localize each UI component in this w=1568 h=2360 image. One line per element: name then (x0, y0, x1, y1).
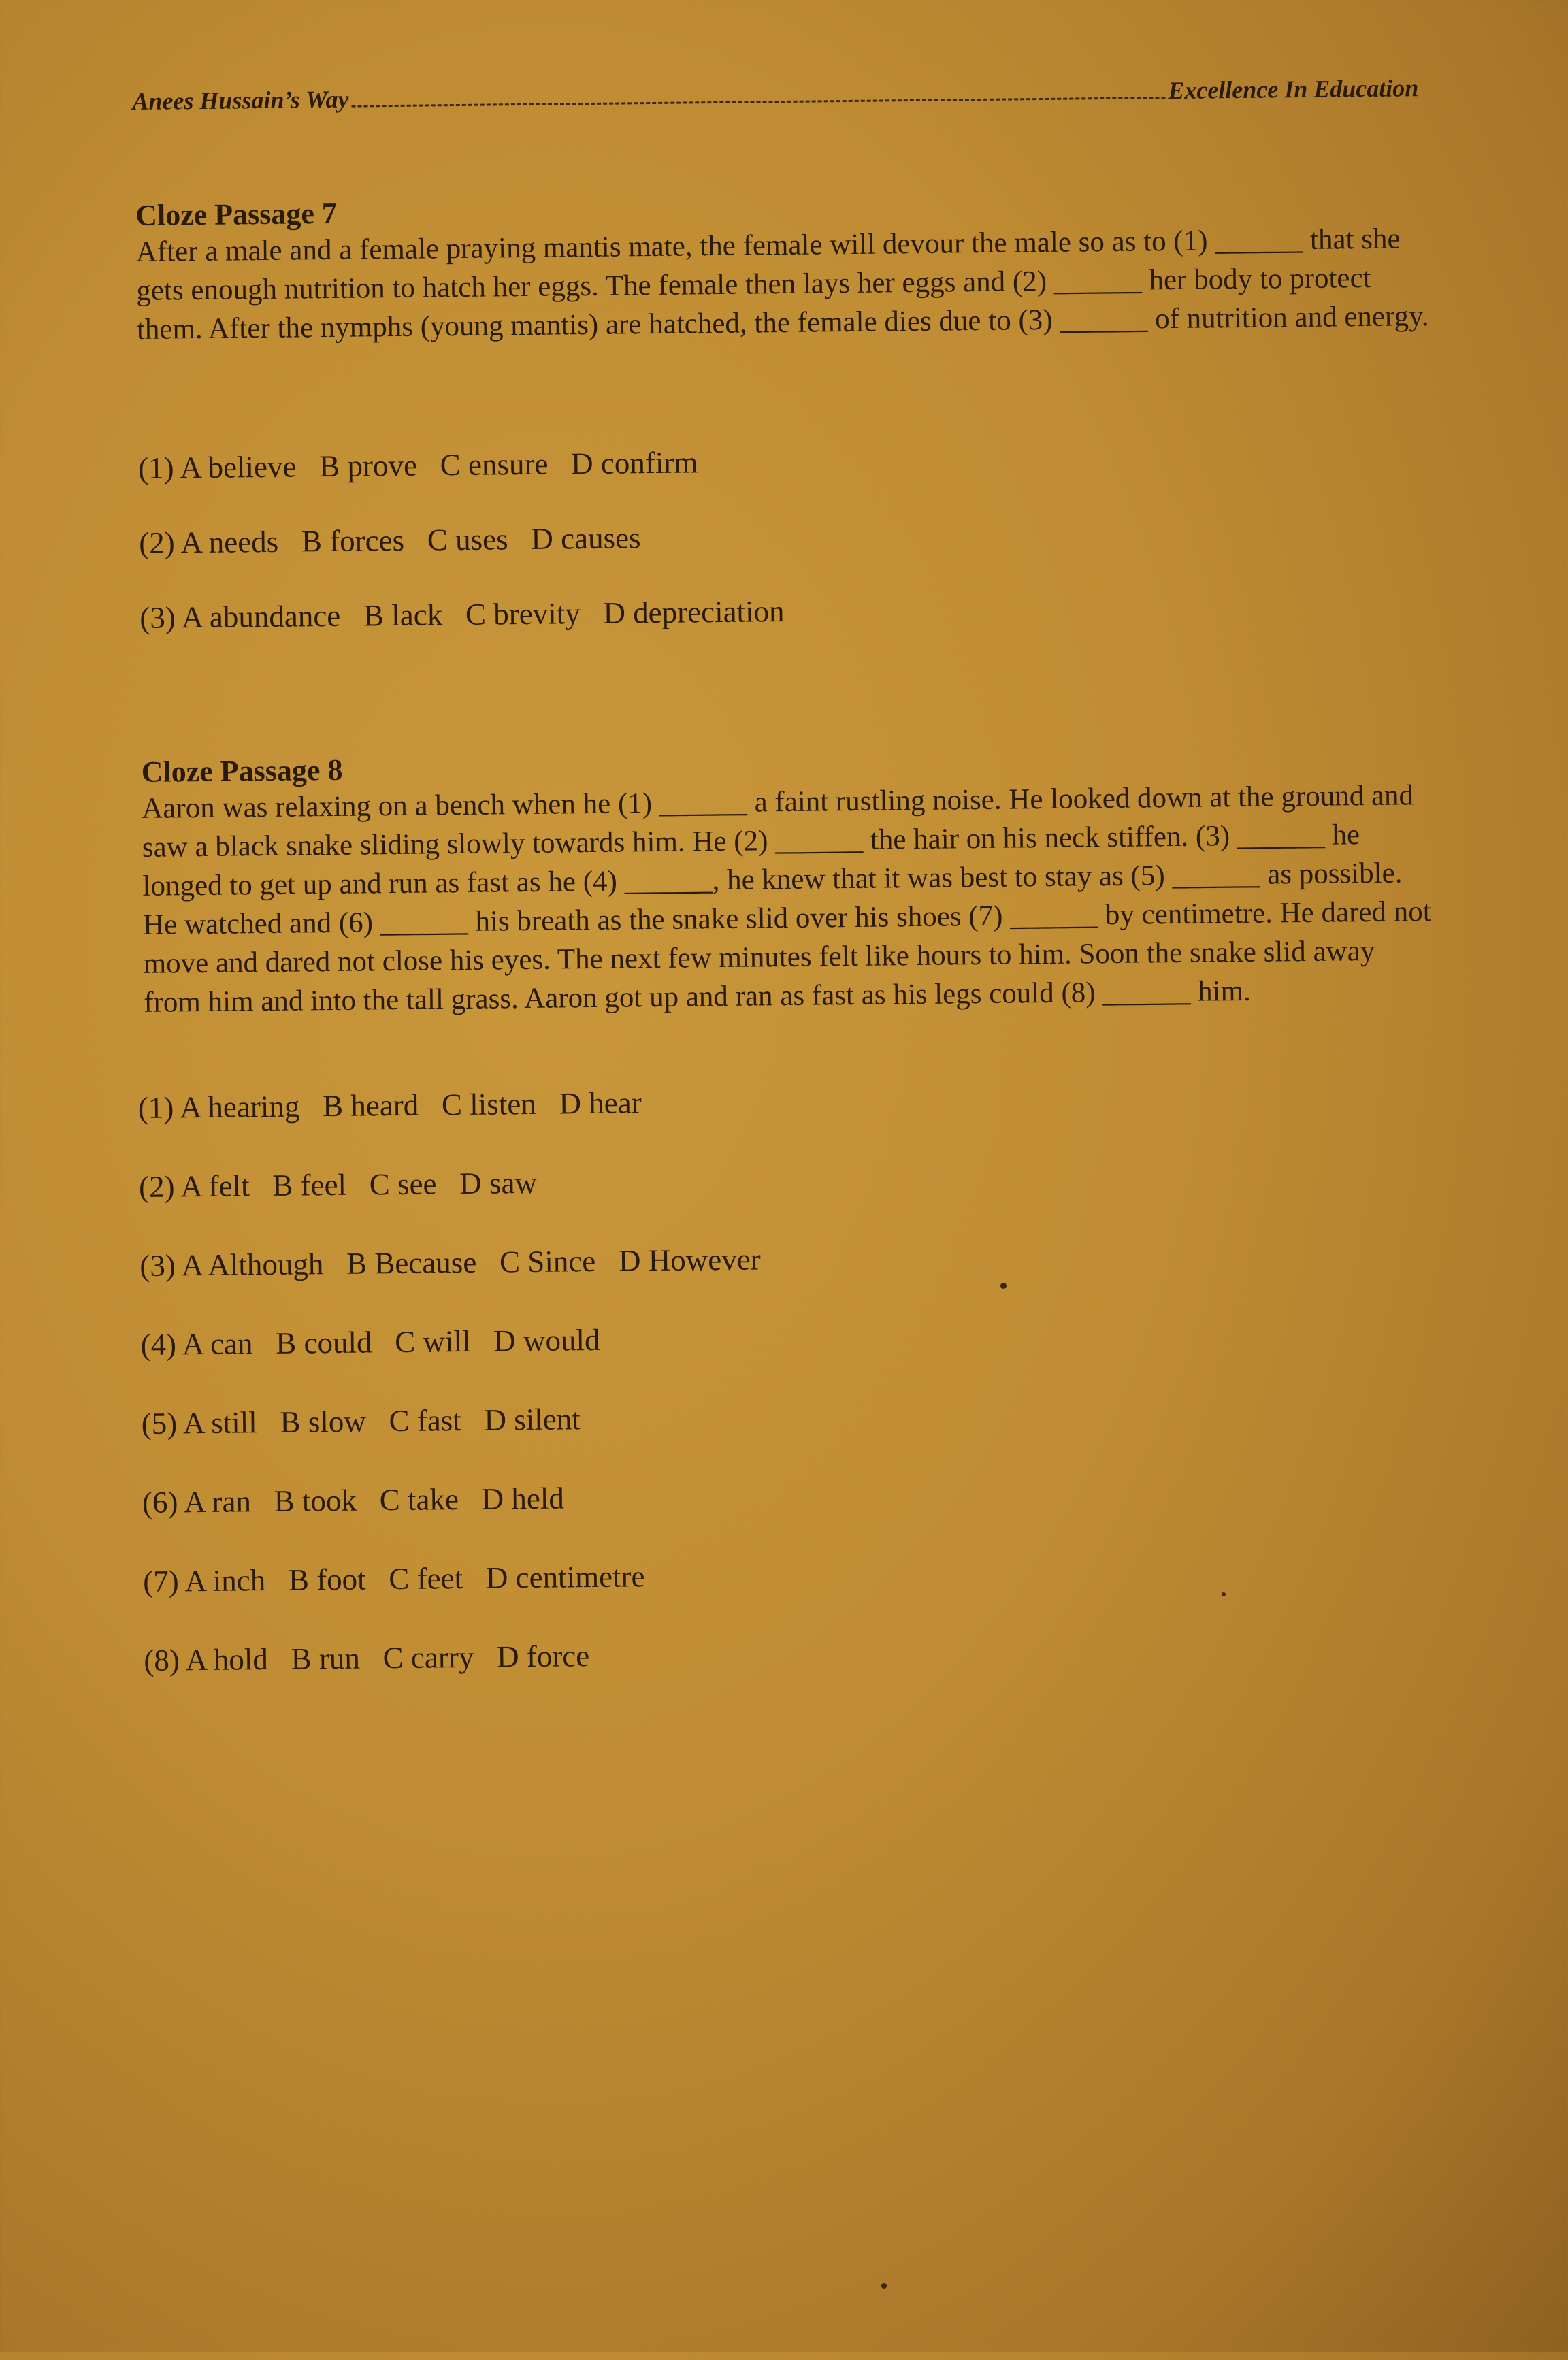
paper-speck (1000, 1283, 1007, 1289)
passage-title: Cloze Passage 7 (135, 196, 338, 232)
passage-text: After a male and a female praying mantis mate, the female will devour the male so as to (1) ______ that she gets enough nutrition to hatch her eggs. The female then lays her eggs and (2) ______ her body to protect them. After the nymphs (young mantis) are hatched, the female dies due to (3) ______ of nutrition and energy. (135, 223, 1429, 346)
page-header (132, 73, 1418, 116)
option-row: (1) A believe B prove C ensure D confirm (137, 445, 698, 485)
header-right: Excellence In Education (1168, 74, 1419, 105)
option-row: (2) A felt B feel C see D saw (138, 1165, 538, 1204)
header-left: Anees Hussain’s Way (132, 85, 349, 116)
paper-speck (881, 2283, 887, 2289)
cloze-passage-8 (141, 742, 1437, 1022)
option-row: (6) A ran B took C take D held (142, 1481, 565, 1520)
header-rule (352, 97, 1166, 108)
passage-7-options (138, 437, 1433, 675)
passage-text: Aaron was relaxing on a bench when he (1) ______ a faint rustling noise. He looked down at the ground and saw a black snake sliding slowly towards him. He (2) ______ the hair on his neck stiffen. (3) ______ he longed to get up and run as fast as he (4) ______, he knew that it was best to stay as (5) ______ as possible. He watched and (6) ______ his breath as the snake slid over his shoes (7) ______ by centimetre. He dared not move and dared not close his eyes. The next few minutes felt like hours to him. Soon the snake slid away from him and into the tall grass. Aaron got up and ran as fast as his legs could (8) ______ him. (142, 779, 1431, 1019)
option-row: (3) A abundance B lack C brevity D depreciation (140, 594, 785, 635)
option-row: (2) A needs B forces C uses D causes (138, 521, 641, 560)
passage-8-options (138, 1077, 1438, 1722)
option-row: (1) A hearing B heard C listen D hear (137, 1085, 642, 1125)
cloze-passage-7 (135, 185, 1430, 349)
option-row: (7) A inch B foot C feet D centimetre (142, 1559, 645, 1599)
option-row: (4) A can B could C will D would (140, 1322, 600, 1362)
option-row: (8) A hold B run C carry D force (144, 1639, 590, 1677)
passage-title: Cloze Passage 8 (141, 753, 343, 789)
option-row: (5) A still B slow C fast D silent (141, 1402, 581, 1441)
paper-speck (1222, 1592, 1226, 1596)
option-row: (3) A Although B Because C Since D However (140, 1242, 761, 1283)
